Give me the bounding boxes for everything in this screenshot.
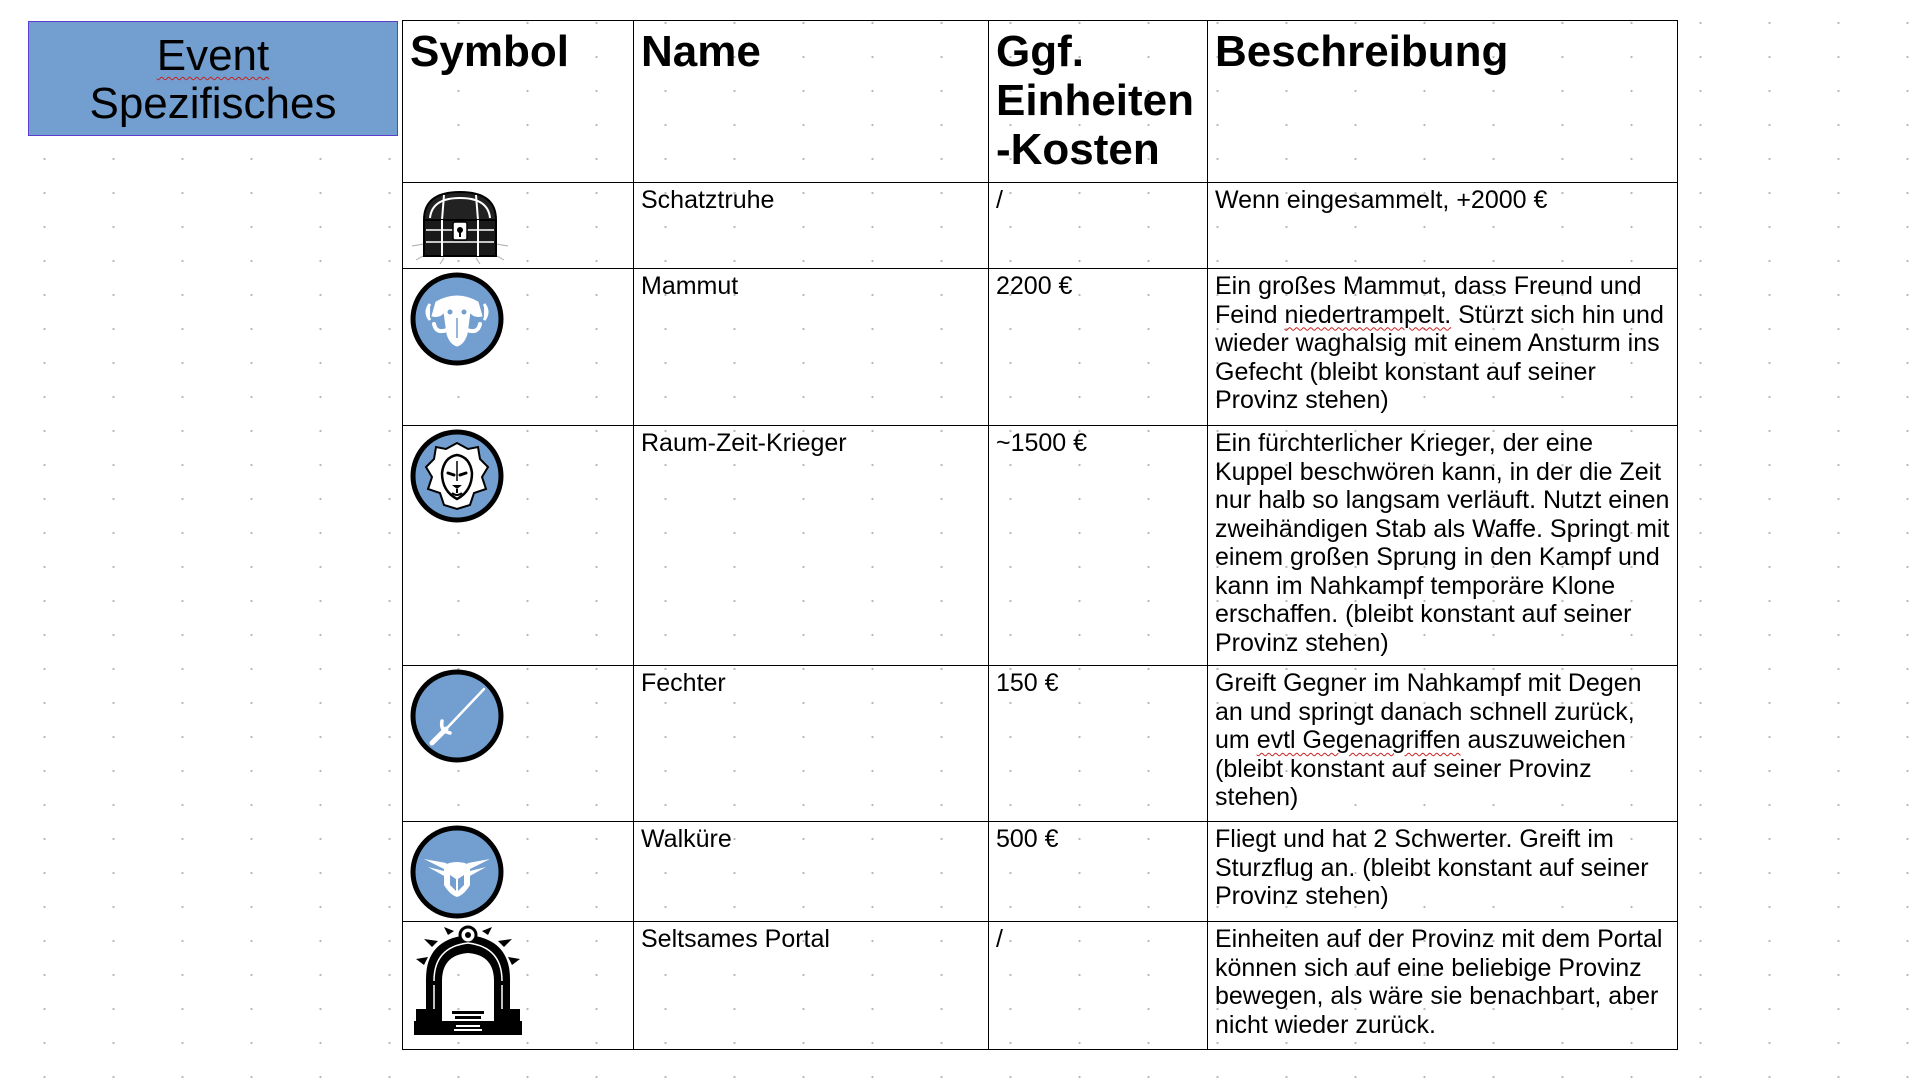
- unit-description: [1208, 269, 1678, 426]
- symbol-cell: [403, 426, 634, 666]
- description-text: auszuweichen (bleibt konstant auf seiner Provinz stehen): [1215, 726, 1626, 811]
- slide-title-box: [28, 21, 398, 136]
- description-marked-word: evtl Gegenagriffen: [1256, 726, 1461, 754]
- unit-cost: /: [989, 183, 1208, 269]
- lion-icon: [410, 429, 504, 523]
- unit-name: Seltsames Portal: [634, 922, 989, 1050]
- mammoth-icon: [410, 272, 504, 366]
- table-row: [403, 822, 1678, 922]
- description-text: Stürzt sich hin und wieder waghalsig mit einem Ansturm ins Gefecht (bleibt konstant auf seiner Provinz stehen): [1215, 300, 1664, 414]
- symbol-cell: [403, 269, 634, 426]
- header-symbol: Symbol: [403, 21, 634, 183]
- portal-gate-icon: [410, 925, 526, 1039]
- table-row: [403, 922, 1678, 1050]
- unit-cost: 150 €: [989, 666, 1208, 822]
- symbol-cell: [403, 922, 634, 1050]
- fencing-sword-icon: [410, 669, 504, 763]
- treasure-chest-icon: [410, 186, 510, 266]
- unit-name: Mammut: [634, 269, 989, 426]
- header-cost: [989, 21, 1208, 183]
- unit-description: Einheiten auf der Provinz mit dem Portal können sich auf eine beliebige Provinz bewegen, als wäre sie benachbart, aber nicht wieder zurück.: [1208, 922, 1678, 1050]
- description-text: Greift Gegner im Nahkampf mit Degen an und springt danach schnell zurück, um: [1215, 669, 1642, 754]
- header-cost-line1: Ggf.: [996, 27, 1084, 76]
- symbol-cell: [403, 183, 634, 269]
- unit-cost: ~1500 €: [989, 426, 1208, 666]
- table-row: [403, 426, 1678, 666]
- header-cost-line2: Einheiten: [996, 76, 1195, 125]
- header-cost-line3: -Kosten: [996, 125, 1160, 174]
- table-row: [403, 269, 1678, 426]
- table-row: [403, 183, 1678, 269]
- valkyrie-helmet-icon: [410, 825, 504, 919]
- description-text: Ein großes Mammut, dass Freund und Feind: [1215, 272, 1642, 329]
- unit-description: Fliegt und hat 2 Schwerter. Greift im Sturzflug an. (bleibt konstant auf seiner Provinz stehen): [1208, 822, 1678, 922]
- symbol-cell: [403, 666, 634, 822]
- unit-cost: 500 €: [989, 822, 1208, 922]
- unit-cost: 2200 €: [989, 269, 1208, 426]
- unit-name: Walküre: [634, 822, 989, 922]
- table-row: [403, 666, 1678, 822]
- unit-name: Fechter: [634, 666, 989, 822]
- table-header-row: [403, 21, 1678, 183]
- header-description: Beschreibung: [1208, 21, 1678, 183]
- unit-description: [1208, 666, 1678, 822]
- unit-cost: /: [989, 922, 1208, 1050]
- title-line-event: Event: [156, 31, 270, 80]
- symbol-cell: [403, 822, 634, 922]
- unit-name: Schatztruhe: [634, 183, 989, 269]
- title-line-spezifisches: Spezifisches: [89, 79, 337, 128]
- header-name: Name: [634, 21, 989, 183]
- unit-description: Ein fürchterlicher Krieger, der eine Kuppel beschwören kann, in der die Zeit nur halb so langsam verläuft. Nutzt einen zweihändigen Stab als Waffe. Springt mit einem großen Sprung in den Kampf und kann im Nahkampf temporäre Klone erschaffen. (bleibt konstant auf seiner Provinz stehen): [1208, 426, 1678, 666]
- description-marked-word: niedertrampelt.: [1284, 300, 1452, 329]
- unit-description: Wenn eingesammelt, +2000 €: [1208, 183, 1678, 269]
- unit-name: Raum-Zeit-Krieger: [634, 426, 989, 666]
- event-units-table: [402, 20, 1678, 1050]
